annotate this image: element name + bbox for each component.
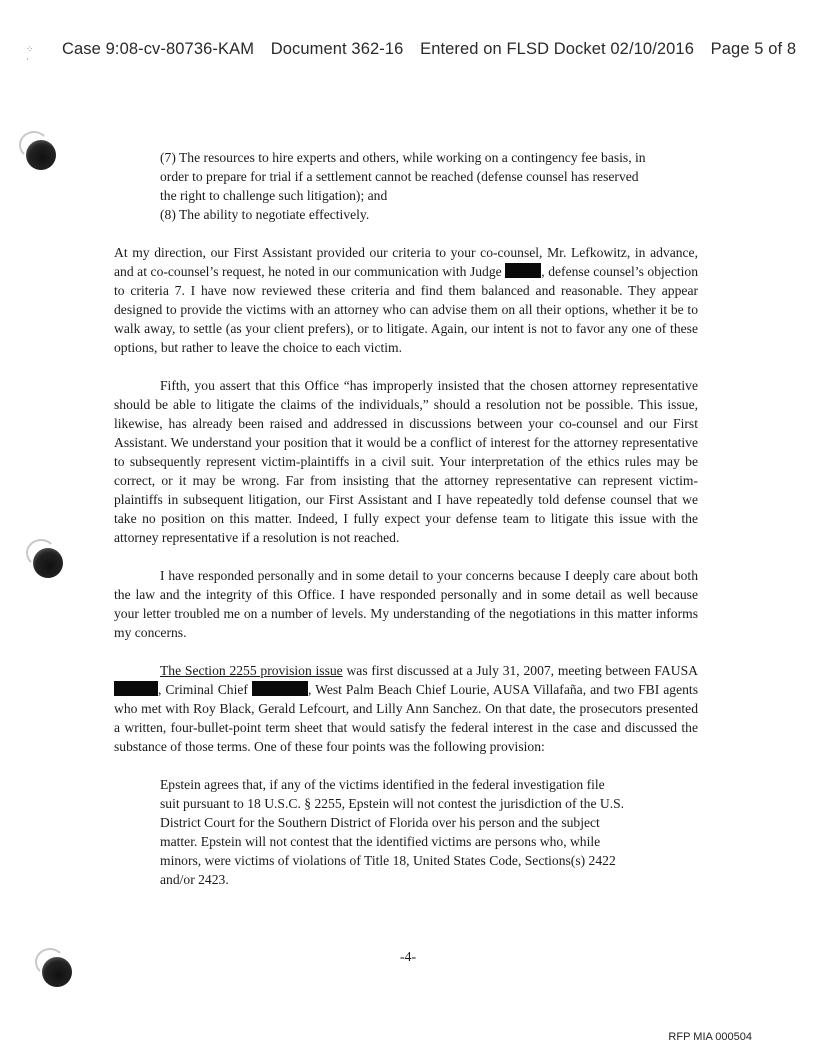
- redaction-box: [505, 263, 541, 278]
- document-number: Document 362-16: [270, 40, 404, 58]
- list-item: (8) The ability to negotiate effectively.: [160, 207, 370, 222]
- paragraph-criteria: [114, 243, 698, 357]
- page-indicator: Page 5 of 8: [710, 40, 797, 58]
- bates-number: RFP MIA 000504: [668, 1031, 752, 1043]
- paragraph-text: , West Palm Beach Chief Lourie, AUSA Villafaña, and two FBI agents who met with Roy Black, Gerald Lefcourt, and Lilly Ann Sanchez. On that date, the prosecutors presented a written, four-bullet-point term sheet that would satisfy the federal interest in the case and discussed the substance of those terms. One of these four points was the following provision:: [114, 682, 698, 754]
- punch-hole-middle: [33, 548, 63, 578]
- paragraph-concerns: I have responded personally and in some detail to your concerns because I deeply care about both the law and the integrity of this Office. I have responded personally and in some detail as well because your letter troubled me on a number of levels. My understanding of the negotiations in this matter informs my concerns.: [114, 568, 698, 640]
- docket-entry: Entered on FLSD Docket 02/10/2016: [420, 40, 694, 58]
- punch-hole-top: [26, 140, 56, 170]
- paragraph-fifth: Fifth, you assert that this Office “has improperly insisted that the chosen attorney representative should be able to litigate the claims of the individuals,” should a resolution not be possible. This issue, likewise, has already been raised and addressed in discussions between your co-counsel and our First Assistant. We understand your position that it would be a conflict of interest for the attorney representative to subsequently represent victim-plaintiffs in a civil suit. Your interpretation of the ethics rules may be correct, or it may be wrong. Far from insisting that the attorney representative can represent victim-plaintiffs in subsequent litigation, our First Assistant and I have repeatedly told defense counsel that we take no position on this matter. Indeed, I fully expect your defense team to litigate this issue with the attorney representative if a resolution is not reached.: [114, 378, 698, 545]
- case-number: Case 9:08-cv-80736-KAM: [62, 40, 255, 58]
- list-item: (7) The resources to hire experts and others, while working on a contingency fee basis, in order to prepare for trial if a settlement cannot be reached (defense counsel has reserved the right to challenge such litigation); and: [160, 150, 646, 203]
- docket-header: [62, 40, 797, 59]
- scan-specks: ⁘ ·: [26, 44, 34, 64]
- redaction-box: [114, 681, 158, 696]
- underlined-text: The Section 2255 provision issue: [160, 663, 343, 678]
- paragraph-section-2255: [114, 661, 698, 756]
- paragraph-text: At my direction, our First Assistant provided our criteria to your co-counsel, Mr. Lefkowitz, in advance, and at co-counsel’s request, he noted in our communication with Judge: [114, 245, 698, 279]
- block-quote: Epstein agrees that, if any of the victims identified in the federal investigation file suit pursuant to 18 U.S.C. § 2255, Epstein will not contest the jurisdiction of the U.S. District Court for the Southern District of Florida over his person and the subject matter. Epstein will not contest that the identified victims are persons who, while minors, were victims of violations of Title 18, United States Code, Sections(s) 2422 and/or 2423.: [160, 777, 625, 887]
- paragraph-text: , defense counsel’s objection to criteria 7. I have now reviewed these criteria and find them balanced and reasonable. They appear designed to provide the victims with an attorney who can advise them on all their options, whether it be to walk away, to settle (as your client prefers), or to litigate. Again, our intent is not to favor any one of these options, but rather to leave the choice to each victim.: [114, 264, 698, 355]
- redaction-box: [252, 681, 308, 696]
- paragraph-text: , Criminal Chief: [158, 682, 252, 697]
- page-number: -4-: [399, 950, 417, 965]
- letter-body: [114, 148, 698, 889]
- paragraph-text: was first discussed at a July 31, 2007, meeting between FAUSA: [342, 663, 698, 678]
